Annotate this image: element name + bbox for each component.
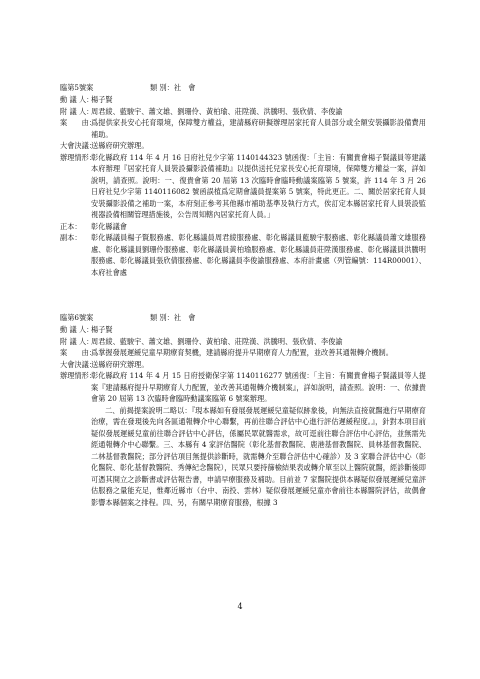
decision-label: 大會決議： (60, 141, 96, 150)
handling-label: 辦理情形： (60, 371, 96, 380)
decision-value: 送縣府研究辦理。 (91, 359, 149, 369)
decision-row (60, 359, 426, 371)
cosigners-row (60, 106, 426, 118)
correction-row (60, 221, 426, 233)
copy-row (60, 232, 426, 278)
page-number: 4 (237, 602, 243, 611)
handling-label: 辦理情形： (60, 152, 96, 162)
cosigners-label: 附 議 人： (60, 336, 94, 346)
case-header (60, 82, 426, 94)
handling-row (60, 370, 426, 508)
case-block-6 (60, 312, 426, 508)
proposer-label: 動 議 人： (60, 325, 94, 334)
decision-value: 送縣府研究辦理。 (91, 141, 149, 150)
subject-row (60, 347, 426, 359)
subject-label: 案 由： (60, 348, 96, 357)
proposer-value: 楊子賢 (91, 95, 113, 104)
cosigners-value: 周君綾、藍駿宇、蕭文雄、劉珊伶、黃柏瑜、莊陞漢、洪騰明、張欣倩、李俊諭 (91, 336, 343, 346)
case-header (60, 312, 426, 324)
decision-row (60, 140, 426, 152)
subject-value: 爲提供家長安心托育環境，保障雙方權益，建請縣府研擬辦理居家托育人員部分或全額安裝攝影設備費用補助。 (91, 118, 426, 139)
copy-label: 副本： (60, 233, 82, 242)
case-category: 類 別：社 會 (150, 313, 196, 322)
subject-row (60, 117, 426, 140)
proposer-row (60, 324, 426, 336)
handling-paragraph: 彰化縣政府 114 年 4 月 16 日府社兒少字第 1140144323 號函復：「主旨：有關貴會楊子賢議員等建議本府辦理『居家托育人員裝設攝影設備補助』以提供送托兒家長安心托育環境，保障雙方權益一案，詳如說明，請查照。說明：一、復貴會第 20 屆第 13 次臨時會臨時動議案臨第 5 號案，許 114 年 3 月 26 日府社兒少字第 1140116082 號函誤植爲定期會議員提案第 5 號案，特此更正。二、關於居家托育人員安裝攝影設備之補助一案，本府刻正參考其他縣市補助基準及執行方式，俟訂定本縣居家托育人員裝設監視器設備相關管理措施後，公告周知轄內居家托育人員。」 (91, 152, 426, 219)
subject-label: 案 由： (60, 118, 96, 127)
handling-value (91, 370, 426, 508)
case-block-5 (60, 82, 426, 278)
decision-label: 大會決議： (60, 359, 96, 369)
proposer-row (60, 94, 426, 106)
cosigners-label: 附 議 人： (60, 106, 94, 116)
handling-value (91, 152, 426, 221)
cosigners-value: 周君綾、藍駿宇、蕭文雄、劉珊伶、黃柏瑜、莊陞漢、洪騰明、張欣倩、李俊諭 (91, 106, 343, 116)
proposer-label: 動 議 人： (60, 95, 94, 104)
subject-value: 爲掌握發展遲緩兒童早期療育契機，建請縣府提升早期療育人力配置，並改善其通報轉介機制。 (91, 348, 393, 357)
correction-value: 彰化縣議會 (91, 221, 127, 231)
case-number: 臨第6號案 (60, 313, 94, 322)
case-category: 類 別：社 會 (150, 83, 196, 92)
case-number: 臨第5號案 (60, 83, 94, 92)
handling-paragraph: 二、前揭提案說明二略以：『現本縣如有發展發展遲緩兒童疑似跡象後，向無法直接就醫進行早期療育治療，需在發現後先向各區通報轉介中心聯繫，再前往聯合評估中心進行評估遲緩程度。』，針對本項目前疑似發展遲緩兒童前往聯合評估中心評估，係屬民眾就醫需求，故可逕前往聯合評估中心評估，並無需先經通報轉介中心聯繫。三、本縣有 4 家評估醫院（彰化基督教醫院、鹿港基督教醫院、員林基督教醫院、二林基督教醫院；部分評估項目無提供診斷時，就需轉介至聯合評估中心確診）及 3 家聯合評估中心（彰化醫院、彰化基督教醫院、秀傳紀念醫院），民眾只要持篩檢結果表或轉介單至以上醫院就醫，經診斷後即可憑其開立之診斷書或評估報告書，申請早療服務及補助。目前並 7 家醫院提供本縣疑似發展遲緩兒童評估服務之量能充足，惟鄰近縣市（台中、南投、雲林）疑似發展遲緩兒童亦會前往本縣醫院評估，故偶會影響本縣個案之排程。四、另，有關早期療育服務，根據 3 (91, 405, 426, 507)
copy-value: 彰化縣議員楊子賢服務處、彰化縣議員周君綾服務處、彰化縣議員藍駿宇服務處、彰化縣議員蕭文雄服務處、彰化縣議員劉珊伶服務處、彰化縣議員黃柏瑜服務處、彰化縣議員莊陞漢服務處、彰化縣議員洪騰明服務處、彰化縣議員張欣倩服務處、彰化縣議員李俊諭服務處、本府計畫處（列管編號：114R00001）、本府社會處 (91, 233, 426, 277)
correction-label: 正本： (60, 221, 82, 231)
handling-paragraph: 彰化縣政府 114 年 4 月 15 日府授衛保字第 1140116277 號函復：「主旨：有關貴會楊子賢議員等人提案『建請縣府提升早期療育人力配置，並改善其通報轉介機制案』，詳如說明，請查照。說明：一、依據貴會第 20 屆第 13 次臨時會臨時動議案臨第 6 號案辦理。 (91, 371, 426, 403)
proposer-value: 楊子賢 (91, 325, 113, 334)
handling-row (60, 152, 426, 221)
cosigners-row (60, 336, 426, 348)
